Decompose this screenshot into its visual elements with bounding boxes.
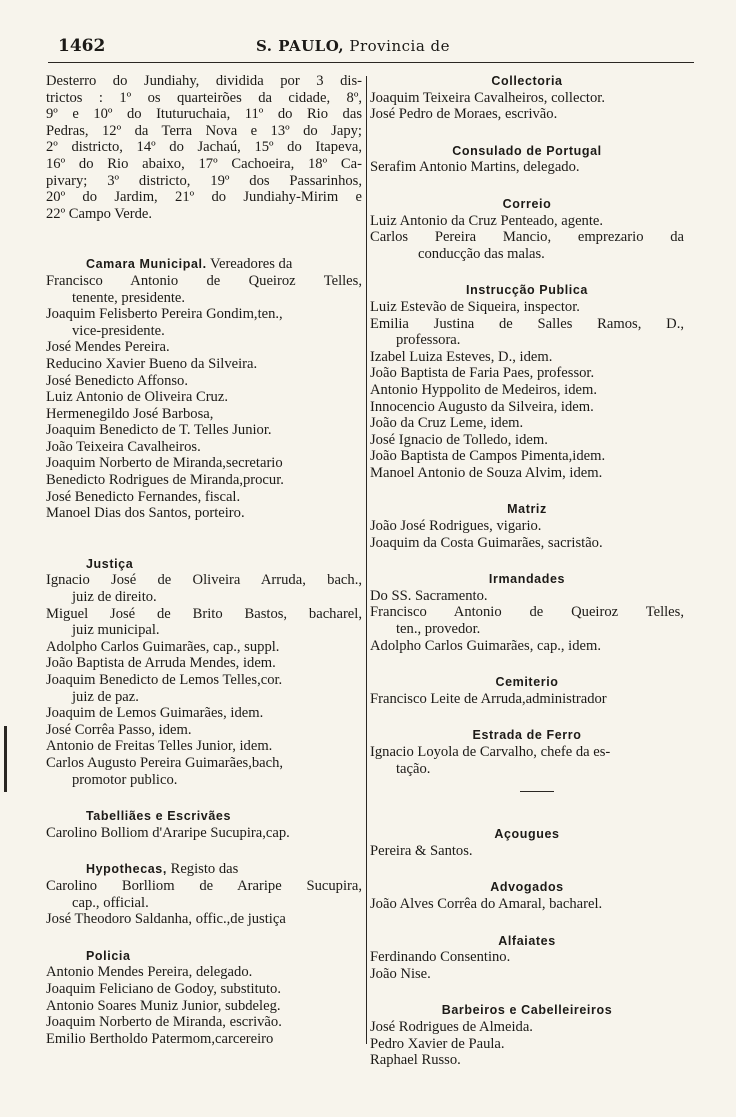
section-heading (46, 256, 362, 273)
running-title-rest: Provincia de (349, 37, 451, 55)
list-item: Luiz Antonio de Oliveira Cruz. (46, 389, 228, 406)
list-item: Carlos Pereira Mancio, emprezario da (370, 229, 684, 246)
list-item: José Benedicto Affonso. (46, 372, 189, 389)
list-item: Manoel Dias dos Santos, porteiro. (46, 505, 245, 522)
list-item: Antonio Soares Muniz Junior, subdeleg. (46, 997, 281, 1014)
list-item: professora. (396, 332, 461, 349)
section-heading: Advogados (490, 880, 564, 895)
section-cemiterio (370, 674, 684, 707)
list-item: José Corrêa Passo, idem. (46, 721, 192, 738)
heading-rest: Registo das (170, 861, 239, 878)
list-item: Manoel Antonio de Souza Alvim, idem. (370, 464, 603, 481)
list-item: Joaquim da Costa Guimarães, sacristão. (370, 534, 603, 551)
section-barbeiros (370, 1002, 684, 1068)
list-item: José Theodoro Saldanha, offic.,de justiça (46, 911, 286, 928)
margin-mark (4, 726, 7, 792)
list-item: juiz de paz. (72, 688, 139, 705)
list-item: Joaquim Benedicto de Lemos Telles,cor. (46, 672, 283, 688)
list-item: Antonio de Freitas Telles Junior, idem. (46, 738, 273, 755)
list-item: João Alves Corrêa do Amaral, bacharel. (370, 895, 603, 912)
list-item: tenente, presidente. (72, 289, 186, 306)
list-item: João Teixeira Cavalheiros. (46, 438, 201, 455)
list-item: vice-presidente. (72, 322, 165, 339)
section-alfaiates (370, 933, 684, 983)
list-item: José Mendes Pereira. (46, 339, 170, 356)
section-hypothecas (46, 861, 362, 927)
text-line: Desterro do Jundiahy, dividida por 3 dis- (46, 73, 362, 89)
list-item: João Baptista de Arruda Mendes, idem. (46, 655, 276, 672)
list-item: João Baptista de Campos Pimenta,idem. (370, 448, 606, 465)
text-line: 20º do Jardim, 21º do Jundiahy-Mirim e (46, 189, 362, 206)
section-heading: Cemiterio (495, 675, 559, 690)
section-tabelliaes (46, 808, 362, 841)
list-item: Francisco Leite de Arruda,administrador (370, 690, 607, 707)
list-item: Joaquim Teixeira Cavalheiros, collector. (370, 89, 605, 106)
section-heading: Collectoria (491, 74, 563, 88)
text-line: 16º do Rio abaixo, 17º Cachoeira, 18º Ca- (46, 155, 362, 172)
section-heading: Correio (502, 196, 552, 211)
list-item: Antonio Mendes Pereira, delegado. (46, 964, 253, 981)
list-item: Innocencio Augusto da Silveira, idem. (370, 398, 594, 415)
list-item: Carolino Borlliom de Araripe Sucupira, (46, 877, 362, 894)
list-item: juiz municipal. (72, 622, 160, 639)
list-item: Joaquim Norberto de Miranda, escrivão. (46, 1014, 282, 1031)
section-instruccao (370, 282, 684, 481)
section-collectoria (370, 73, 684, 123)
list-item: Antonio Hyppolito de Medeiros, idem. (370, 381, 597, 398)
list-item: João Nise. (370, 965, 431, 982)
header-rule (48, 62, 694, 63)
list-item: Reducino Xavier Bueno da Silveira. (46, 355, 258, 372)
list-item: João Baptista de Faria Paes, professor. (370, 365, 595, 382)
list-item: José Rodrigues de Almeida. (370, 1018, 533, 1035)
section-heading: Alfaiates (498, 933, 556, 948)
section-irmandades (370, 571, 684, 654)
text-line: trictos : 1º os quarteirões da cidade, 8º, (46, 89, 362, 106)
list-item: José Pedro de Moraes, escrivão. (370, 106, 558, 123)
list-item: Raphael Russo. (370, 1052, 461, 1069)
section-consulado (370, 143, 684, 176)
section-camara (46, 256, 362, 522)
section-justica (46, 556, 362, 788)
list-item: Adolpho Carlos Guimarães, cap., suppl. (46, 638, 280, 655)
column-divider (366, 76, 367, 1044)
text-line: 2º districto, 14º do Jachaú, 15º do Itapeva, (46, 139, 362, 156)
list-item: Luiz Antonio da Cruz Penteado, agente. (370, 212, 604, 229)
district-description (46, 73, 362, 222)
list-item: Joaquim Feliciano de Godoy, substituto. (46, 980, 281, 997)
text-line: 9º e 10º do Ituturuchaia, 11º do Rio das (46, 106, 362, 123)
section-heading: Barbeiros e Cabelleireiros (441, 1003, 613, 1018)
section-heading (46, 861, 362, 878)
list-item: Do SS. Sacramento. (370, 587, 488, 604)
section-heading: Açougues (494, 827, 560, 842)
list-item: Pereira & Santos. (370, 842, 473, 859)
heading-text: Hypothecas, (86, 862, 167, 877)
list-item: juiz de direito. (72, 589, 157, 606)
list-item: Carolino Bolliom d'Araripe Sucupira,cap. (46, 824, 290, 841)
list-item: Izabel Luiza Esteves, D., idem. (370, 348, 553, 365)
list-item: Ignacio José de Oliveira Arruda, bach., (46, 572, 362, 589)
section-acougues (370, 826, 684, 859)
list-item: Joaquim de Lemos Guimarães, idem. (46, 705, 264, 722)
list-item: Luiz Estevão de Siqueira, inspector. (370, 298, 580, 315)
section-heading: Tabelliães e Escrivães (86, 809, 232, 824)
list-item: Hermenegildo José Barbosa, (46, 405, 214, 422)
page-header (0, 36, 736, 58)
heading-text: Camara Municipal. (86, 257, 207, 272)
list-item: Joaquim Felisberto Pereira Gondim,ten., (46, 306, 283, 323)
list-item: Pedro Xavier de Paula. (370, 1035, 505, 1052)
list-item: promotor publico. (72, 771, 178, 788)
list-item: Ignacio Loyola de Carvalho, chefe da es- (370, 744, 611, 760)
list-item: José Ignacio de Tolledo, idem. (370, 431, 548, 448)
list-item: José Benedicto Fernandes, fiscal. (46, 488, 241, 505)
list-item: João José Rodrigues, vigario. (370, 518, 542, 535)
section-matriz (370, 501, 684, 551)
list-item: Adolpho Carlos Guimarães, cap., idem. (370, 637, 602, 654)
running-title-province: S. PAULO, (256, 37, 345, 55)
list-item: conducção das malas. (418, 245, 545, 262)
list-item: Emilio Bertholdo Patermom,carcereiro (46, 1030, 274, 1047)
section-advogados (370, 879, 684, 912)
section-policia (46, 948, 362, 1048)
section-heading: Policia (86, 948, 131, 963)
section-estrada (370, 727, 684, 777)
section-heading: Matriz (507, 502, 547, 517)
list-item: ten., provedor. (396, 621, 481, 638)
list-item: cap., official. (72, 894, 149, 911)
list-item: Ferdinando Consentino. (370, 949, 511, 966)
list-item: Emilia Justina de Salles Ramos, D., (370, 315, 684, 332)
section-heading: Irmandades (488, 572, 566, 587)
left-column (46, 73, 362, 1047)
running-title (256, 37, 450, 55)
list-item: Francisco Antonio de Queiroz Telles, (370, 604, 684, 621)
section-heading: Justiça (86, 556, 134, 571)
list-item: Joaquim Norberto de Miranda,secretario (46, 455, 283, 472)
heading-rest: Vereadores da (210, 256, 293, 273)
right-column (370, 73, 684, 1069)
list-item: João da Cruz Leme, idem. (370, 415, 524, 432)
list-item: Joaquim Benedicto de T. Telles Junior. (46, 422, 272, 439)
list-item: tação. (396, 760, 431, 777)
section-heading: Instrucção Publica (466, 283, 588, 298)
list-item: Benedicto Rodrigues de Miranda,procur. (46, 472, 284, 489)
text-line: pivary; 3º districto, 19º dos Passarinhos, (46, 172, 362, 189)
page-number: 1462 (58, 36, 106, 56)
text-line: 22º Campo Verde. (46, 205, 152, 222)
list-item: Serafim Antonio Martins, delegado. (370, 159, 580, 176)
list-item: Miguel José de Brito Bastos, bacharel, (46, 605, 362, 622)
section-heading: Consulado de Portugal (452, 143, 602, 158)
list-item: Carlos Augusto Pereira Guimarães,bach, (46, 754, 284, 771)
section-heading: Estrada de Ferro (472, 728, 582, 743)
list-item: Francisco Antonio de Queiroz Telles, (46, 272, 362, 289)
section-correio (370, 196, 684, 262)
text-line: Pedras, 12º da Terra Nova e 13º do Japy; (46, 122, 362, 139)
